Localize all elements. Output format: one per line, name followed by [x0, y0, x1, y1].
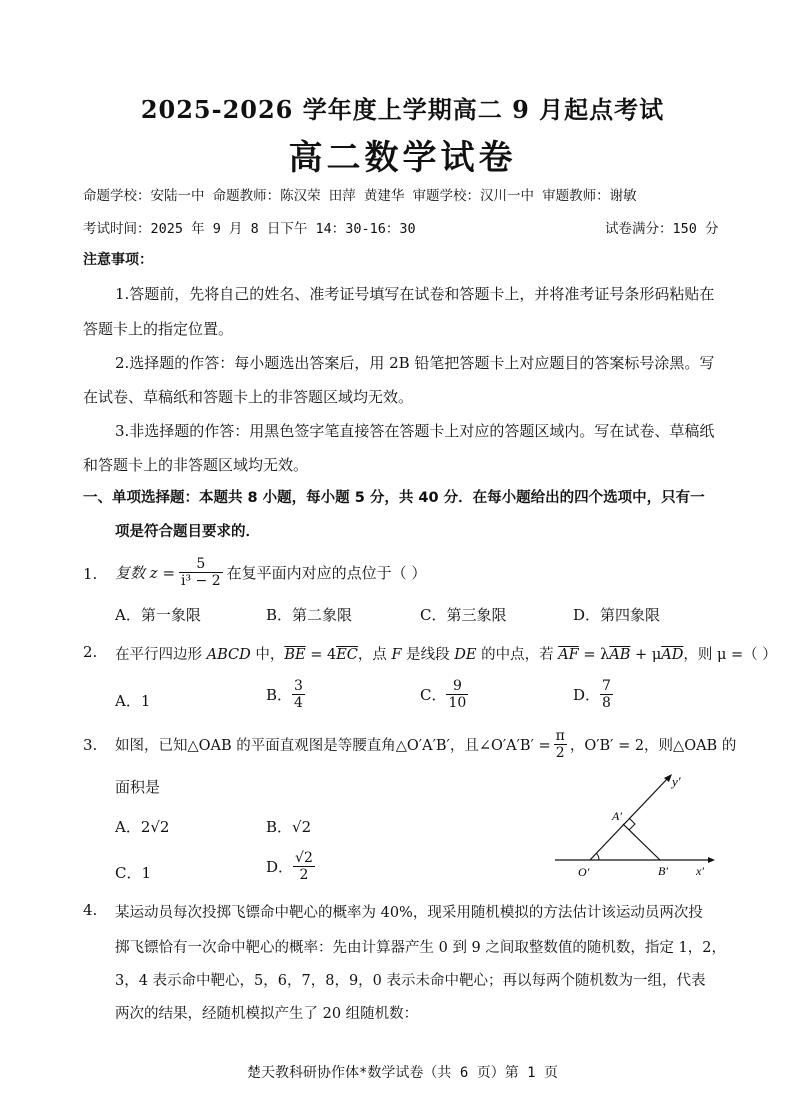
q3-pi-frac [554, 728, 567, 761]
question-3-stem [115, 724, 736, 764]
label-b: B′ [658, 864, 668, 878]
q2-text-b: 中， [250, 647, 285, 663]
question-4-number: 4. [83, 901, 98, 919]
author-info: 命题学校：安陆一中 命题教师：陈汉荣 田萍 黄建华 审题学校：汉川一中 审题教师：谢敏 [83, 188, 637, 204]
q2-opt-b-frac [292, 678, 305, 711]
q2-option-b [266, 678, 305, 711]
q2-vec-be: $\overline{BE}$ [284, 647, 306, 663]
q1-pre: 复数 z = [115, 563, 176, 582]
q2-eq1: = 4 [305, 647, 337, 663]
question-4-line-1: 某运动员每次投掷飞镖命中靶心的概率为 40%，现采用随机模拟的方法估计该运动员两次投 [115, 905, 703, 921]
x-axis-arrow [708, 857, 715, 863]
exam-time: 考试时间：2025 年 9 月 8 日下午 14：30-16：30 [83, 221, 416, 237]
q2-text-d: 是线段 [401, 647, 455, 663]
notice-item-3: 3.非选择题的作答：用黑色签字笔直接答在答题卡上对应的答题区域内。写在试卷、草稿纸 [115, 422, 715, 440]
q2-opt-c-label: C． [420, 686, 447, 704]
q3-stem-cont: 面积是 [115, 778, 161, 796]
q2-option-a: A．1 [115, 692, 151, 710]
section-heading-cont: 项是符合题目要求的． [115, 524, 260, 540]
q1-option-d: D．第四象限 [573, 606, 661, 624]
label-a: A′ [612, 809, 622, 823]
q3-opt-d-frac [293, 850, 315, 883]
question-4-line-3: 3，4 表示命中靶心，5，6，7，8，9，0 表示未命中靶心；再以每两个随机数为一组，代表 [115, 973, 706, 989]
paper-title: 高二数学试卷 [288, 138, 517, 178]
q2-vec-ad: $\overline{AD}$ [661, 647, 684, 663]
label-x: x′ [696, 864, 704, 878]
q3-option-b: B．√2 [266, 818, 312, 836]
q1-frac-den: i³ − 2 [181, 572, 221, 589]
q2-text-e: 的中点，若 [476, 647, 559, 663]
q2-de: DE [454, 647, 477, 663]
q2-text-c: ，点 [357, 647, 392, 663]
notice-item-2: 2.选择题的作答：每小题选出答案后，用 2B 铅笔把答题卡上对应题目的答案标号涂黑。写 [115, 354, 715, 372]
question-2-stem [115, 643, 777, 664]
q3-pi-den: 2 [555, 744, 565, 761]
q1-post: 在复平面内对应的点位于（ ） [226, 563, 427, 582]
exam-title: 2025-2026 学年度上学期高二 9 月起点考试 [140, 95, 665, 124]
q2-eq2: = λ [578, 647, 610, 663]
segment-a-b [623, 824, 660, 860]
q2-text-f: ，则 μ =（ ） [683, 647, 777, 663]
q1-frac-num: 5 [179, 556, 223, 573]
notice-item-3-cont: 和答题卡上的非答题区域均无效。 [83, 456, 309, 474]
q2-option-c [420, 678, 468, 711]
question-1-stem [115, 552, 426, 592]
q1-option-c: C．第三象限 [420, 606, 507, 624]
q2-abcd: ABCD [206, 647, 251, 663]
q2-plus: + μ [630, 647, 662, 663]
question-3-number: 3. [83, 736, 98, 754]
q2-opt-c-num: 9 [446, 678, 468, 695]
q2-opt-b-den: 4 [294, 695, 303, 711]
page-footer: 楚天教科研协作体*数学试卷（共 6 页）第 1 页 [247, 1065, 558, 1081]
q3-text-a: 如图，已知△OAB 的平面直观图是等腰直角△O′A′B′，且∠O′A′B′ = [115, 737, 551, 754]
q3-text-b: ，O′B′ = 2，则△OAB 的 [569, 737, 737, 754]
right-angle-mark [629, 818, 635, 830]
q2-vec-af: $\overline{AF}$ [558, 647, 579, 663]
q3-opt-d-den: 2 [299, 867, 309, 883]
q2-vec-ab: $\overline{AB}$ [609, 647, 631, 663]
q2-opt-d-num: 7 [602, 678, 611, 694]
q1-fraction [179, 556, 223, 589]
notice-item-1: 1.答题前，先将自己的姓名、准考证号填写在试卷和答题卡上，并将准考证号条形码粘贴在 [115, 285, 715, 303]
q3-option-c: C．1 [115, 864, 152, 882]
q2-opt-b-label: B． [266, 686, 293, 704]
q2-f: F [391, 647, 402, 663]
q3-opt-d-label: D． [266, 858, 294, 876]
question-1-number: 1. [83, 565, 98, 583]
q2-opt-c-den: 10 [448, 695, 467, 711]
q2-opt-d-frac [600, 678, 613, 711]
angle-arc [596, 853, 599, 860]
q3-option-a: A．2√2 [115, 818, 170, 836]
q2-opt-c-frac [446, 678, 468, 711]
y-axis-line [590, 778, 668, 860]
notice-heading: 注意事项： [83, 252, 153, 268]
q3-opt-d-num: √2 [295, 850, 313, 866]
q2-opt-d-label: D． [573, 686, 601, 704]
q3-pi-num: π [555, 727, 565, 744]
question-4-line-4: 两次的结果，经随机模拟产生了 20 组随机数： [115, 1006, 419, 1022]
q1-option-b: B．第二象限 [266, 606, 353, 624]
section-heading: 一、单项选择题：本题共 8 小题，每小题 5 分，共 40 分．在每小题给出的四个选项中，只有一 [83, 490, 705, 506]
label-y: y′ [672, 774, 681, 789]
q3-figure [550, 772, 720, 884]
q2-opt-d-den: 8 [602, 695, 611, 711]
label-o: O′ [578, 865, 590, 879]
q2-opt-b-num: 3 [294, 678, 303, 694]
question-4-line-2: 掷飞镖恰有一次命中靶心的概率：先由计算器产生 0 到 9 之间取整数值的随机数，指定 1，2， [115, 940, 726, 956]
q2-text-a: 在平行四边形 [115, 647, 207, 663]
q1-option-a: A．第一象限 [115, 606, 201, 624]
q2-option-d [573, 678, 613, 711]
notice-item-1-cont: 答题卡上的指定位置。 [83, 320, 234, 338]
q3-option-d [266, 850, 315, 883]
notice-item-2-cont: 在试卷、草稿纸和答题卡上的非答题区域均无效。 [83, 388, 414, 406]
q2-vec-ec: $\overline{EC}$ [336, 647, 358, 663]
question-2-number: 2. [83, 643, 98, 661]
full-score: 试卷满分：150 分 [605, 221, 719, 237]
